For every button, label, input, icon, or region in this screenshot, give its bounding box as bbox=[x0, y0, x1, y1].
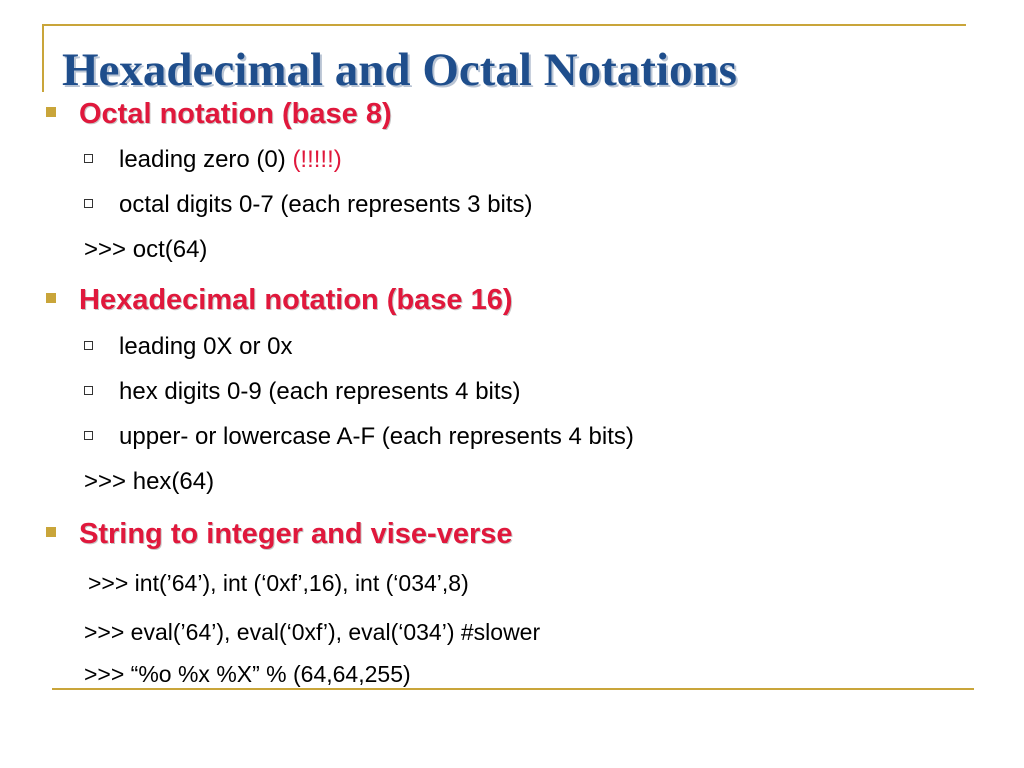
conversion-example-format: >>> “%o %x %X” % (64,64,255) bbox=[84, 661, 411, 687]
conversion-heading: String to integer and vise-verse bbox=[79, 518, 513, 550]
frame-left-line bbox=[42, 24, 44, 92]
slide-title: Hexadecimal and Octal Notations bbox=[62, 44, 737, 96]
hex-item-digits bbox=[84, 377, 521, 407]
octal-item-digits bbox=[84, 190, 533, 220]
conversion-heading-item bbox=[46, 516, 513, 552]
hex-item-letters bbox=[84, 422, 634, 452]
octal-item-accent: (!!!!!) bbox=[292, 146, 342, 173]
hollow-square-bullet-icon bbox=[84, 154, 93, 163]
octal-item-leading-zero bbox=[84, 145, 342, 175]
hollow-square-bullet-icon bbox=[84, 199, 93, 208]
hollow-square-bullet-icon bbox=[84, 431, 93, 440]
hollow-square-bullet-icon bbox=[84, 341, 93, 350]
hex-example: >>> hex(64) bbox=[84, 468, 215, 495]
hex-item-leading bbox=[84, 332, 292, 362]
square-bullet-icon bbox=[46, 527, 56, 537]
conversion-example-int: >>> int(’64’), int (‘0xf’,16), int (‘034’,8) bbox=[88, 570, 469, 596]
hex-heading-item bbox=[46, 282, 513, 318]
hex-heading: Hexadecimal notation (base 16) bbox=[79, 284, 513, 316]
octal-item-text: leading zero (0) bbox=[119, 146, 293, 173]
octal-example: >>> oct(64) bbox=[84, 236, 208, 263]
octal-heading: Octal notation (base 8) bbox=[79, 98, 392, 130]
frame-top-line bbox=[42, 24, 966, 26]
hex-item-text: hex digits 0-9 (each represents 4 bits) bbox=[119, 378, 521, 405]
hollow-square-bullet-icon bbox=[84, 386, 93, 395]
octal-heading-item bbox=[46, 96, 392, 132]
square-bullet-icon bbox=[46, 107, 56, 117]
octal-item-text: octal digits 0-7 (each represents 3 bits) bbox=[119, 191, 533, 218]
hex-item-text: upper- or lowercase A-F (each represents 4 bits) bbox=[119, 423, 634, 450]
conversion-example-eval: >>> eval(’64’), eval(‘0xf’), eval(‘034’) #slower bbox=[84, 619, 541, 645]
hex-item-text: leading 0X or 0x bbox=[119, 333, 293, 360]
square-bullet-icon bbox=[46, 293, 56, 303]
